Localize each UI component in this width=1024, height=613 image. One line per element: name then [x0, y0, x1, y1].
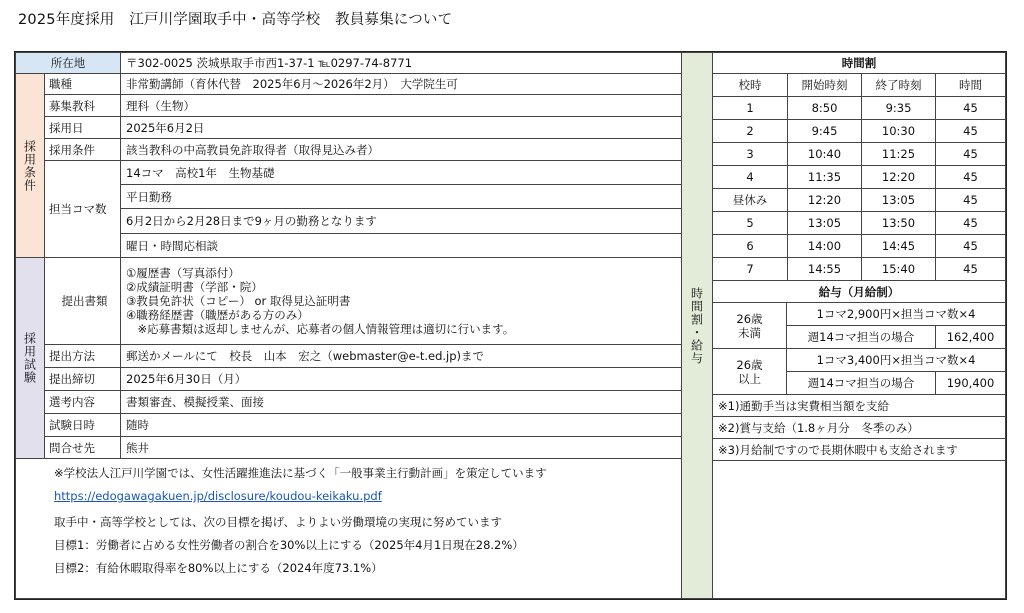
timetable-cell: 6 [712, 234, 788, 258]
document-item: ④職務経歴書（職歴がある方のみ） [126, 308, 309, 322]
timetable-cell: 昼休み [712, 188, 788, 212]
timetable-header: 開始時刻 [787, 73, 862, 97]
timetable-cell: 1 [712, 96, 788, 120]
timetable-cell: 14:55 [787, 257, 862, 281]
timetable-cell: 9:35 [861, 96, 936, 120]
timetable-cell: 45 [935, 165, 1006, 189]
notes-line: 取手中・高等学校としては、次の目標を掲げ、よりよい労働環境の実現に努めています [54, 515, 503, 529]
timetable-cell: 14:45 [861, 234, 936, 258]
document-item: ②成績証明書（学部・院） [126, 280, 263, 294]
timetable-cell: 45 [935, 142, 1006, 166]
document-note: ※応募書類は返却しませんが、応募者の個人情報管理は適切に行います。 [126, 322, 515, 336]
timetable-cell: 10:30 [861, 119, 936, 143]
document-item: ①履歴書（写真添付） [126, 266, 240, 280]
timetable-cell: 11:25 [861, 142, 936, 166]
timetable-cell: 10:40 [787, 142, 862, 166]
timetable-cell: 11:35 [787, 165, 862, 189]
row-label-selection: 選考内容 [44, 390, 121, 414]
timetable-cell: 13:50 [861, 211, 936, 235]
timetable-cell: 4 [712, 165, 788, 189]
koma-line: 6月2日から2月28日まで9ヶ月の勤務となります [120, 208, 682, 234]
salary-formula: 1コマ3,400円×担当コマ数×4 [786, 348, 1006, 372]
salary-formula: 1コマ2,900円×担当コマ数×4 [786, 302, 1006, 326]
exam-section-label: 採用試験 [15, 257, 45, 459]
row-value-deadline: 2025年6月30日（月） [120, 367, 682, 391]
koma-line: 平日勤務 [120, 184, 682, 209]
row-value-job: 非常勤講師（育休代替 2025年6月～2026年2月） 大学院生可 [120, 73, 682, 95]
timetable-cell: 2 [712, 119, 788, 143]
timetable-cell: 45 [935, 257, 1006, 281]
salary-case: 週14コマ担当の場合 [786, 371, 936, 395]
document-item: ③教員免許状（コピー） or 取得見込証明書 [126, 294, 351, 308]
row-label-requirements: 採用条件 [44, 138, 121, 161]
location-value: 〒302-0025 茨城県取手市西1-37-1 ℡0297-74-8771 [120, 52, 682, 74]
salary-age-over26 [712, 348, 787, 395]
location-label: 所在地 [15, 52, 121, 74]
timetable-cell: 5 [712, 211, 788, 235]
timetable-header: 時間 [935, 73, 1006, 97]
salary-age-under26 [712, 302, 787, 349]
salary-amount: 162,400 [935, 325, 1006, 349]
row-label-deadline: 提出締切 [44, 367, 121, 391]
notes-block [15, 458, 682, 599]
timetable-cell: 45 [935, 234, 1006, 258]
koma-line: 曜日・時間応相談 [120, 233, 682, 258]
row-value-selection: 書類審査、模擬授業、面接 [120, 390, 682, 414]
salary-age-text: 26歳 未満 [736, 311, 763, 340]
timetable-cell: 3 [712, 142, 788, 166]
timetable-cell: 45 [935, 188, 1006, 212]
timetable-cell: 8:50 [787, 96, 862, 120]
timetable-cell: 15:40 [861, 257, 936, 281]
timetable-cell: 13:05 [861, 188, 936, 212]
timetable-cell: 9:45 [787, 119, 862, 143]
koma-line: 14コマ 高校1年 生物基礎 [120, 160, 682, 185]
notes-line: 目標1：労働者に占める女性労働者の割合を30%以上にする（2025年4月1日現在28.2%） [54, 538, 524, 552]
documents-list [120, 257, 682, 345]
timetable-cell: 13:05 [787, 211, 862, 235]
page-title: 2025年度採用 江戸川学園取手中・高等学校 教員募集について [18, 12, 453, 28]
timetable-cell: 14:00 [787, 234, 862, 258]
salary-age-text: 26歳 以上 [736, 357, 763, 386]
salary-note: ※2)賞与支給（1.8ヶ月分 冬季のみ） [712, 416, 1006, 439]
timetable-header: 終了時刻 [861, 73, 936, 97]
row-label-exam-date: 試験日時 [44, 413, 121, 437]
salary-note: ※3)月給制ですので長期休暇中も支給されます [712, 438, 1006, 461]
timetable-cell: 12:20 [787, 188, 862, 212]
salary-title: 給与（月給制） [712, 280, 1006, 303]
notes-line: ※学校法人江戸川学園では、女性活躍推進法に基づく「一般事業主行動計画」を策定しています [54, 466, 547, 480]
timetable-cell: 45 [935, 211, 1006, 235]
salary-case: 週14コマ担当の場合 [786, 325, 936, 349]
row-value-contact: 熊井 [120, 436, 682, 459]
row-value-start-date: 2025年6月2日 [120, 116, 682, 139]
policy-link[interactable]: https://edogawagakuen.jp/disclosure/koudou-keikaku.pdf [54, 489, 382, 503]
timetable-salary-section-label: 時間割・給与 [681, 52, 713, 599]
row-value-exam-date: 随時 [120, 413, 682, 437]
row-value-requirements: 該当教科の中高教員免許取得者（取得見込み者） [120, 138, 682, 161]
blank-area [712, 460, 1006, 599]
salary-amount: 190,400 [935, 371, 1006, 395]
row-label-start-date: 採用日 [44, 116, 121, 139]
row-value-subject: 理科（生物） [120, 94, 682, 117]
recruitment-sheet [14, 51, 1007, 600]
row-value-method: 郵送かメールにて 校長 山本 宏之（webmaster@e-t.ed.jp)まで [120, 344, 682, 368]
salary-note: ※1)通勤手当は実費相当額を支給 [712, 394, 1006, 417]
timetable-cell: 45 [935, 119, 1006, 143]
timetable-cell: 7 [712, 257, 788, 281]
notes-line: 目標2：有給休暇取得率を80%以上にする（2024年度73.1%） [54, 561, 383, 575]
documents-label: 提出書類 [44, 257, 121, 345]
row-label-subject: 募集教科 [44, 94, 121, 117]
row-label-job: 職種 [44, 73, 121, 95]
koma-label: 担当コマ数 [44, 160, 121, 258]
timetable-title: 時間割 [712, 52, 1006, 74]
timetable-cell: 12:20 [861, 165, 936, 189]
row-label-method: 提出方法 [44, 344, 121, 368]
timetable-header: 校時 [712, 73, 788, 97]
timetable-cell: 45 [935, 96, 1006, 120]
row-label-contact: 問合せ先 [44, 436, 121, 459]
conditions-section-label: 採用条件 [15, 73, 45, 258]
